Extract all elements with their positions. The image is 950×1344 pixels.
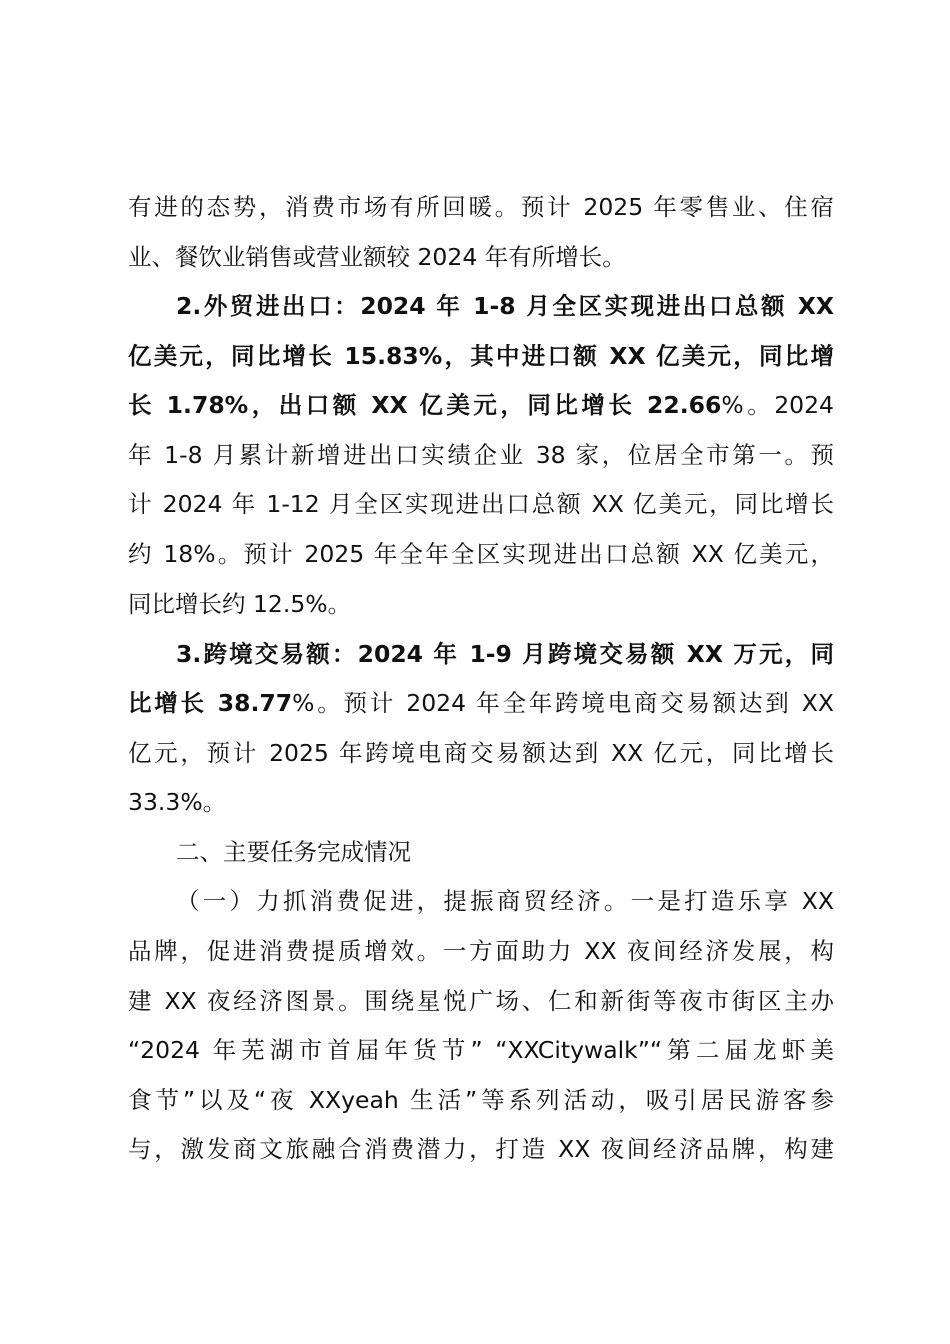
section-heading: 二、主要任务完成情况 [176,838,411,866]
text-line: 年 1-8 月累计新增进出口实绩企业 38 家，位居全市第一。预 [128,441,834,469]
text-line: 约 18%。预计 2025 年全年全区实现进出口总额 XX 亿美元， [128,540,834,568]
text-line: 33.3%。 [128,788,227,816]
text-line: （一）力抓消费促进，提振商贸经济。一是打造乐享 XX [176,887,834,915]
text-line: 长 1.78%，出口额 XX 亿美元，同比增长 22.66%。2024 [128,391,834,419]
bold-heading-line: 3.跨境交易额：2024 年 1-9 月跨境交易额 XX 万元，同 [176,640,834,668]
text-line: 建 XX 夜经济图景。围绕星悦广场、仁和新街等夜市街区主办 [128,987,834,1015]
text-line: 有进的态势，消费市场有所回暖。预计 2025 年零售业、住宿 [128,193,834,221]
bold-heading-line: 2.外贸进出口：2024 年 1-8 月全区实现进出口总额 XX [176,292,834,320]
text-line: 计 2024 年 1-12 月全区实现进出口总额 XX 亿美元，同比增长 [128,490,834,518]
text-line: “2024 年芜湖市首届年货节” “XXCitywalk”“第二届龙虾美 [128,1036,834,1064]
text-line: 与，激发商文旅融合消费潜力，打造 XX 夜间经济品牌，构建 [128,1135,834,1163]
text-line: 比增长 38.77%。预计 2024 年全年跨境电商交易额达到 XX [128,689,835,717]
text-line: 食节”以及“夜 XXyeah 生活”等系列活动，吸引居民游客参 [128,1086,834,1114]
bold-text-line: 亿美元，同比增长 15.83%，其中进口额 XX 亿美元，同比增 [128,342,834,370]
text-line: 同比增长约 12.5%。 [128,590,352,618]
text-line: 亿元，预计 2025 年跨境电商交易额达到 XX 亿元，同比增长 [128,739,834,767]
text-line: 品牌，促进消费提质增效。一方面助力 XX 夜间经济发展，构 [128,937,834,965]
text-line: 业、餐饮业销售或营业额较 2024 年有所增长。 [128,243,626,271]
